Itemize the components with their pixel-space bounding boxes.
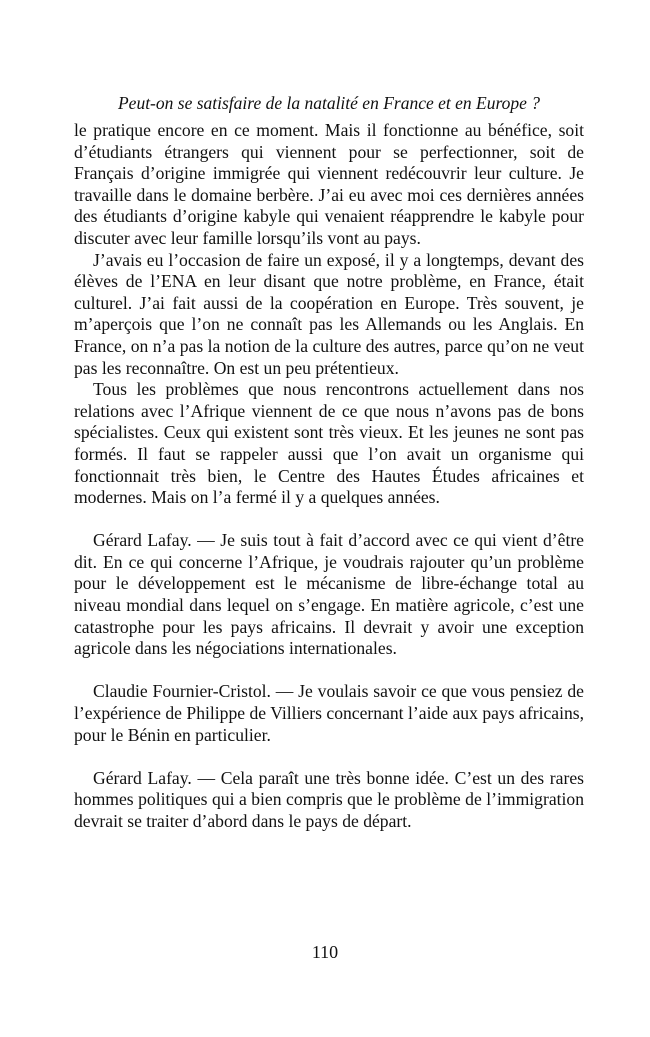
paragraph-afrique: Tous les problèmes que nous rencontrons actuellement dans nos relations avec l’Afrique viennent de ce que nous n’avons pas de bons spécialistes. Ceux qui existent sont très vieux. Et les jeunes ne sont pas formés. Il faut se rappeler aussi que l’on avait un organisme qui fonctionnait très bien, le Centre des Hautes Études africaines et modernes. Mais on l’a fermé il y a quelques années. — [74, 379, 584, 508]
paragraph-lafay-1: Gérard Lafay. — Je suis tout à fait d’accord avec ce qui vient d’être dit. En ce qui concerne l’Afrique, je voudrais rajouter qu’un problème pour le développement est le mécanisme de libre-échange total au niveau mondial dans lequel on s’engage. En matière agricole, c’est une catastrophe pour les pays africains. Il devrait y avoir une exception agricole dans les négociations internationales. — [74, 530, 584, 659]
paragraph-lafay-2: Gérard Lafay. — Cela paraît une très bonne idée. C’est un des rares hommes politiques qui a bien compris que le problème de l’immigration devrait se traiter d’abord dans le pays de départ. — [74, 767, 584, 831]
paragraph-fournier-cristol: Claudie Fournier-Cristol. — Je voulais savoir ce que vous pensiez de l’expérience de Philippe de Villiers concernant l’aide aux pays africains, pour le Bénin en particulier. — [74, 681, 584, 745]
running-title: Peut-on se satisfaire de la natalité en France et en Europe ? — [117, 93, 540, 113]
page-number: 110 — [311, 942, 339, 962]
page-body — [74, 92, 584, 833]
paragraph-ena: J’avais eu l’occasion de faire un exposé, il y a longtemps, devant des élèves de l’ENA en leur disant que notre problème, en France, était culturel. J’ai fait aussi de la coopération en Europe. Très souvent, je m’aperçois que l’on ne connaît pas les Allemands ou les Anglais. En France, on n’a pas la notion de la culture des autres, parce qu’on ne veut pas les reconnaître. On est un peu prétentieux. — [74, 249, 584, 378]
paragraph-continued: le pratique encore en ce moment. Mais il fonctionne au bénéfice, soit d’étudiants étrangers qui viennent pour se perfectionner, soit de Français d’origine immigrée qui viennent redécouvrir leur culture. Je travaille dans le domaine berbère. J’ai eu avec moi ces dernières années des étudiants d’origine kabyle qui venaient réapprendre le kabyle pour discuter avec leur famille lorsqu’ils vont au pays. — [74, 120, 584, 248]
